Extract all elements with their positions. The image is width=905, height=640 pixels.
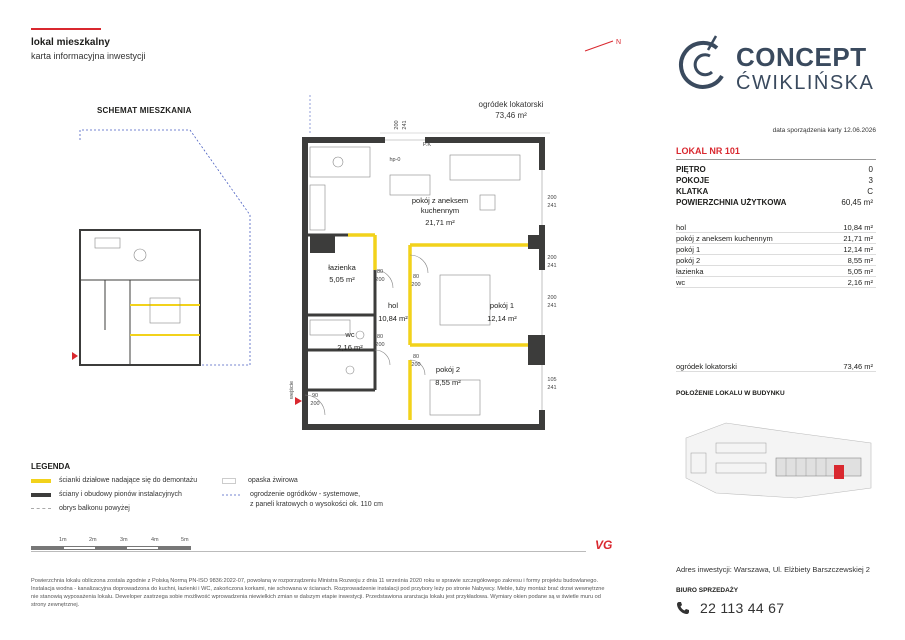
scale-label: 5m [181, 537, 189, 543]
sales-office-title: BIURO SPRZEDAŻY [676, 587, 739, 594]
room-hall-label: hol [387, 301, 399, 310]
document-title: lokal mieszkalny [31, 37, 110, 48]
legend-swatch-dark [31, 493, 51, 497]
compass-arrow-icon [583, 35, 623, 55]
scale-bar [31, 537, 191, 551]
dim-label: P.K [422, 142, 432, 148]
room-2-label: pokój 2 [435, 365, 461, 374]
dim-label: 200 [547, 295, 557, 301]
dim-label: 105 [547, 377, 557, 383]
legend-item-walls: ściany i obudowy pionów instalacyjnych [31, 491, 182, 498]
legend-swatch-dashed [31, 508, 51, 509]
legend-item-demountable: ścianki działowe nadające się do demontażu [31, 477, 197, 484]
dim-label: 80 [376, 269, 384, 275]
investment-address: Adres inwestycji: Warszawa, Ul. Elżbiety Barszczewskiej 2 [676, 565, 870, 574]
garden-label: ogródek lokatorski [478, 100, 544, 109]
room-row: pokój 1 12,14 m² [676, 244, 876, 255]
schema-title: SCHEMAT MIESZKANIA [97, 106, 192, 115]
location-map [676, 403, 881, 523]
dim-label: 200 [375, 277, 385, 283]
room-row: łazienka 5,05 m² [676, 266, 876, 277]
room-row: hol 10,84 m² [676, 222, 876, 233]
dim-label: 200 [394, 120, 400, 130]
brand-subname: ĆWIKLIŃSKA [736, 72, 875, 94]
scale-label: 1m [59, 537, 67, 543]
mini-schema [60, 130, 275, 380]
dim-label: 200 [547, 255, 557, 261]
divider [676, 159, 876, 160]
card-date: data sporządzenia karty 12.06.2026 [772, 127, 876, 134]
divider [31, 551, 586, 552]
header-accent-bar [31, 28, 101, 30]
brand-name: CONCEPT [736, 42, 867, 72]
dim-label: 241 [547, 303, 557, 309]
vg-logo: VG [595, 538, 613, 552]
garden-area: 73,46 m² [495, 111, 527, 120]
document-subtitle: karta informacyjna inwestycji [31, 51, 146, 61]
room-living-label: pokój z aneksem [411, 196, 469, 205]
location-marker [834, 465, 844, 479]
room-row: pokój z aneksem kuchennym 21,71 m² [676, 233, 876, 244]
dim-label: hp-0 [389, 157, 401, 163]
room-wc-label: wc [345, 330, 355, 339]
dim-label: 200 [375, 342, 385, 348]
lokal-number: LOKAL NR 101 [676, 146, 740, 156]
garden-row: ogródek lokatorski 73,46 m² [676, 361, 876, 372]
dim-label: 90 [311, 393, 319, 399]
legend-item-balcony: obrys balkonu powyżej [31, 505, 130, 512]
footnote: Powierzchnia lokalu obliczona zostala zgodnie z Polską Normą PN-ISO 9836:2022-07, powołaną w rozporządzeniu Ministra Rozwoju z dnia 11 września 2020 roku w sprawie szczegółowego zakresu i formy projektu budowlanego. Instalacja wodna - kanalizacyjna doprowadzona do kuchni, łazienki i WC, zakończona korkami, nie schowana w ścianach. Rozprowadzenie instalacji pod przybory leży po stronie Nabywcy. Meble, tuby montaż brać drzwi wewnętrzne nie stanowią wyposażenia lokalu. Deweloper zastrzega sobie możliwość wprowadzenia niewielkich zmian w dalszym etapie inwestycji. Przedstawiona aranżacja lokalu jest przykładowa. Wymiary okien podane są w świetle muru od strony zewnętrznej. [31, 578, 605, 608]
room-1-area: 12,14 m² [487, 314, 517, 323]
dim-label: 200 [310, 401, 320, 407]
location-title: POŁOŻENIE LOKALU W BUDYNKU [676, 390, 785, 397]
info-row: KLATKA C [676, 187, 873, 196]
room-bath-area: 5,05 m² [329, 275, 355, 284]
room-2-area: 8,55 m² [435, 378, 461, 387]
room-living-label2: kuchennym [420, 206, 460, 215]
room-wc-area: 2,16 m² [337, 343, 363, 352]
info-row: POWIERZCHNIA UŻYTKOWA 60,45 m² [676, 198, 873, 207]
dim-label: 241 [547, 203, 557, 209]
scale-label: 2m [89, 537, 97, 543]
entry-arrow-icon [295, 397, 302, 405]
legend-swatch-gravel [222, 478, 236, 484]
entry-label: wejście [289, 380, 295, 400]
room-row: pokój 2 8,55 m² [676, 255, 876, 266]
dim-label: 241 [547, 385, 557, 391]
floor-plan [290, 95, 560, 435]
dim-label: 80 [412, 354, 420, 360]
dim-label: 80 [412, 274, 420, 280]
room-living-area: 21,71 m² [425, 218, 455, 227]
phone-icon [676, 601, 690, 615]
dim-label: 200 [411, 282, 421, 288]
room-row: wc 2,16 m² [676, 277, 876, 288]
concept-logo-icon [672, 34, 732, 94]
info-row: PIĘTRO 0 [676, 165, 873, 174]
phone-row[interactable] [676, 600, 784, 616]
legend-item-fence: ogrodzenie ogródków - systemowe, [222, 491, 360, 498]
phone-number[interactable]: 22 113 44 67 [700, 600, 785, 616]
legend-swatch-yellow [31, 479, 51, 483]
room-1-label: pokój 1 [489, 301, 515, 310]
room-hall-area: 10,84 m² [378, 314, 408, 323]
legend-item-fence-2: z paneli kratowych o wysokości ok. 110 cm [250, 501, 383, 508]
legend-item-gravel: opaska żwirowa [222, 477, 298, 484]
dim-label: 200 [411, 362, 421, 368]
mini-apartment-outline [80, 230, 200, 365]
dim-label: 80 [376, 334, 384, 340]
brand-logo [672, 34, 882, 96]
dim-label: 241 [547, 263, 557, 269]
mini-entry-icon [72, 352, 78, 360]
compass-letter: N [616, 39, 622, 46]
legend-title: LEGENDA [31, 462, 71, 471]
scale-label: 3m [120, 537, 128, 543]
legend-fence-icon [222, 492, 242, 498]
dim-label: 200 [547, 195, 557, 201]
dim-label: 241 [402, 120, 408, 130]
room-bath-label: łazienka [328, 263, 356, 272]
scale-label: 4m [151, 537, 159, 543]
info-row: POKOJE 3 [676, 176, 873, 185]
